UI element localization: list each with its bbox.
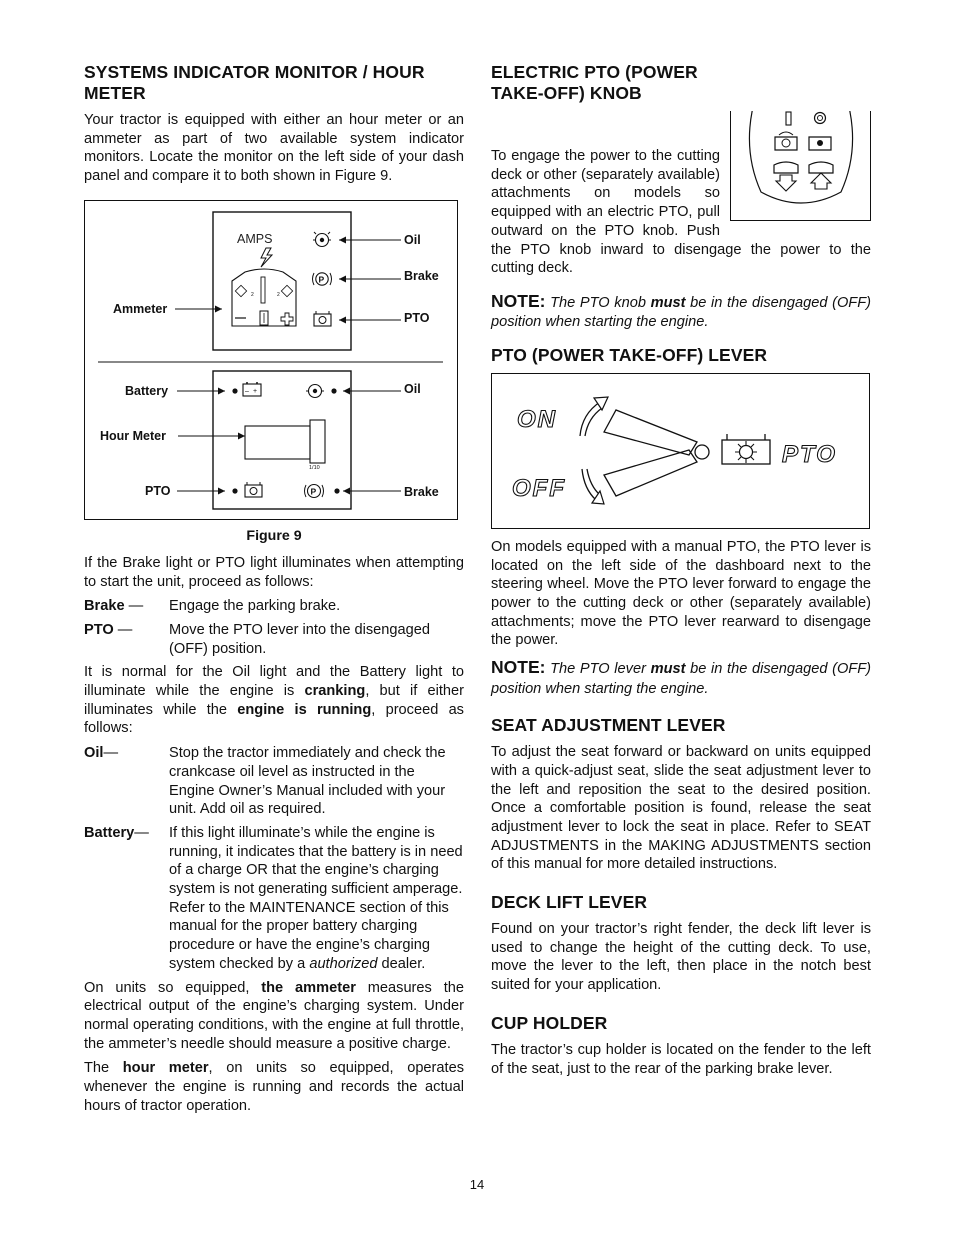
battery-icon: [243, 382, 261, 396]
oil-icon-2: [306, 384, 324, 397]
svg-text:2: 2: [277, 291, 280, 298]
pto-lever-text: On models equipped with a manual PTO, the PTO lever is located on the left side of the dashboard next to the steering wheel. Move the PTO lever forward to engage the power to the cutting deck or other (separately available) attachments; move the PTO lever rearward to disengage the power.: [491, 538, 871, 649]
push-down-icon: [774, 162, 798, 173]
tenths-label: 1/10: [309, 464, 320, 471]
electric-pto-heading: ELECTRIC PTO (POWER TAKE-OFF) KNOB: [491, 62, 698, 103]
rearward-arrow-icon: [582, 469, 604, 504]
pto-icon: [314, 311, 331, 326]
pto-callout-2: PTO: [145, 483, 171, 498]
deck-lift-heading: DECK LIFT LEVER: [491, 892, 648, 913]
pto-lever-icon: [722, 434, 770, 464]
hour-meter-display: [245, 420, 325, 463]
brake-icon: [313, 273, 332, 285]
seat-adjustment-section: [491, 715, 871, 874]
pto-lever-diagram: [492, 374, 869, 528]
lever-pto-label: PTO: [782, 440, 837, 468]
cup-holder-heading: CUP HOLDER: [491, 1012, 608, 1033]
hour-meter-callout: Hour Meter: [100, 428, 166, 443]
ammeter-callout: Ammeter: [113, 301, 168, 316]
oil-battery-intro: It is normal for the Oil light and the Battery light to illuminate while the engine is cranking, but if either illuminates while the engine is running, proceed as follows:: [84, 664, 465, 737]
deck-lift-section: [491, 892, 871, 995]
svg-text:P: P: [318, 274, 325, 285]
battery-callout: Battery: [125, 383, 169, 398]
brake-callout: Brake: [404, 268, 439, 283]
brake-icon-2: [305, 484, 324, 497]
pto-lever-section: [491, 345, 871, 650]
battery-desc: If this light illuminate’s while the engine is running, it indicates that the battery is in need of a charge OR that the engine’s charging system is not generating sufficient amperage. Refer to the MAINTENANCE section of this manual for the proper battery charging procedure or have the engine’s charging system checked by a authorized dealer.: [169, 824, 463, 972]
seat-adjustment-text: To adjust the seat forward or backward on units equipped with a quick-adjust seat, slide the seat adjustment lever to the left and reposition the seat to the desired position. Once a comfortable position is found, release the seat adjustment lever to lock the seat in place. Refer to SEAT ADJUSTMENTS in the MAKING ADJUSTMENTS section of this manual for more detailed instructions.: [491, 744, 871, 873]
pto-term: PTO: [84, 621, 114, 638]
oil-term: Oil: [84, 745, 104, 762]
systems-indicator-text: Your tractor is equipped with either an hour meter or an ammeter as part of two available system indicator monitors. Locate the monitor on the left side of your dash panel and compare it to both shown in Figure 9.: [84, 112, 464, 185]
oil-definition: Oil— Stop the tractor immediately and check the crankcase oil level as instructed in the Engine Owner’s Manual included with your unit. Add oil as required.: [84, 744, 464, 819]
left-column: [84, 62, 464, 1122]
pull-up-icon: [809, 162, 833, 173]
cup-holder-section: [491, 1013, 871, 1078]
figure-9-diagram: [85, 201, 457, 519]
svg-text:+: +: [253, 387, 258, 395]
figure-9: [84, 200, 458, 520]
lever-on-label: ON: [517, 405, 557, 433]
amps-label: AMPS: [237, 231, 273, 246]
note-pto-knob: NOTE: The PTO knob must be in the disengaged (OFF) position when starting the engine.: [491, 290, 872, 331]
ammeter-gauge: [232, 269, 296, 326]
pto-knob-figure: [730, 111, 871, 221]
lightning-icon: [261, 248, 272, 267]
electric-pto-section: [491, 111, 871, 284]
hour-meter-text: The hour meter, on units so equipped, operates whenever the engine is running and records the actual hours of tractor operation.: [84, 1060, 464, 1114]
pto-lever-heading: PTO (POWER TAKE-OFF) LEVER: [491, 344, 768, 365]
svg-text:–: –: [245, 387, 249, 395]
ammeter-text: On units so equipped, the ammeter measures the electrical output of the engine’s charging system. Under normal operating conditions, with the engine at full throttle, the ammeter’s needle should measure a positive charge.: [84, 979, 464, 1052]
lever-handle: [604, 410, 709, 496]
forward-arrow-icon: [580, 397, 608, 436]
pto-callout: PTO: [404, 310, 430, 325]
electric-pto-text: To engage the power to the cutting deck or other (separately available) attachments on models so equipped with an electric PTO, pull outward on the PTO knob. Push the PTO knob inward to disengage the power to the cutting deck.: [491, 148, 871, 277]
brake-pto-intro: If the Brake light or PTO light illuminates when attempting to start the unit, proceed as follows:: [84, 554, 464, 590]
note-pto-lever: NOTE: The PTO lever must be in the disengaged (OFF) position when starting the engine.: [491, 657, 871, 697]
svg-text:2: 2: [251, 291, 254, 298]
pto-icon-2: [245, 482, 262, 497]
pto-lever-figure: [491, 373, 870, 529]
pto-definition: PTO — Move the PTO lever into the disengaged (OFF) position.: [84, 621, 464, 658]
oil-icon: [313, 232, 331, 247]
figure-9-caption: Figure 9: [246, 527, 302, 544]
cup-holder-text: The tractor’s cup holder is located on the fender to the left of the seat, just to the rear of the parking brake lever.: [491, 1041, 871, 1077]
battery-term: Battery: [84, 824, 135, 841]
brake-term: Brake: [84, 598, 125, 615]
brake-callout-2: Brake: [404, 484, 439, 499]
seat-adjustment-heading: SEAT ADJUSTMENT LEVER: [491, 715, 726, 736]
right-column: [491, 62, 871, 1092]
lever-off-label: OFF: [512, 474, 566, 502]
pto-engaged-icon: [775, 132, 797, 150]
deck-lift-text: Found on your tractor’s right fender, the deck lift lever is used to change the height of the cutting deck. To use, move the lever to the left, then place in the notch best suited for your application.: [491, 921, 871, 994]
pto-desc: Move the PTO lever into the disengaged (OFF) position.: [169, 621, 430, 657]
svg-text:P: P: [310, 486, 317, 497]
page-number: 14: [469, 1177, 485, 1192]
brake-definition: Brake — Engage the parking brake.: [84, 597, 464, 616]
battery-definition: Battery— If this light illuminate’s while the engine is running, it indicates that the battery is in need of a charge OR that the engine’s charging system is not generating sufficient amperage. Refer to the MAINTENANCE section of this manual for the proper battery charging procedure or have the engine’s charging system checked by a authorized dealer.: [84, 824, 463, 972]
brake-desc: Engage the parking brake.: [169, 598, 341, 615]
pto-disengaged-icon: [809, 137, 831, 150]
oil-callout: Oil: [404, 232, 421, 247]
oil-desc: Stop the tractor immediately and check the crankcase oil level as instructed in the Engine Owner’s Manual included with your unit. Add oil as required.: [169, 745, 446, 818]
systems-indicator-heading: SYSTEMS INDICATOR MONITOR / HOUR METER: [84, 62, 425, 103]
oil-callout-2: Oil: [404, 381, 421, 396]
pto-knob-diagram: [731, 111, 870, 220]
ammeter-panel: [213, 212, 351, 350]
